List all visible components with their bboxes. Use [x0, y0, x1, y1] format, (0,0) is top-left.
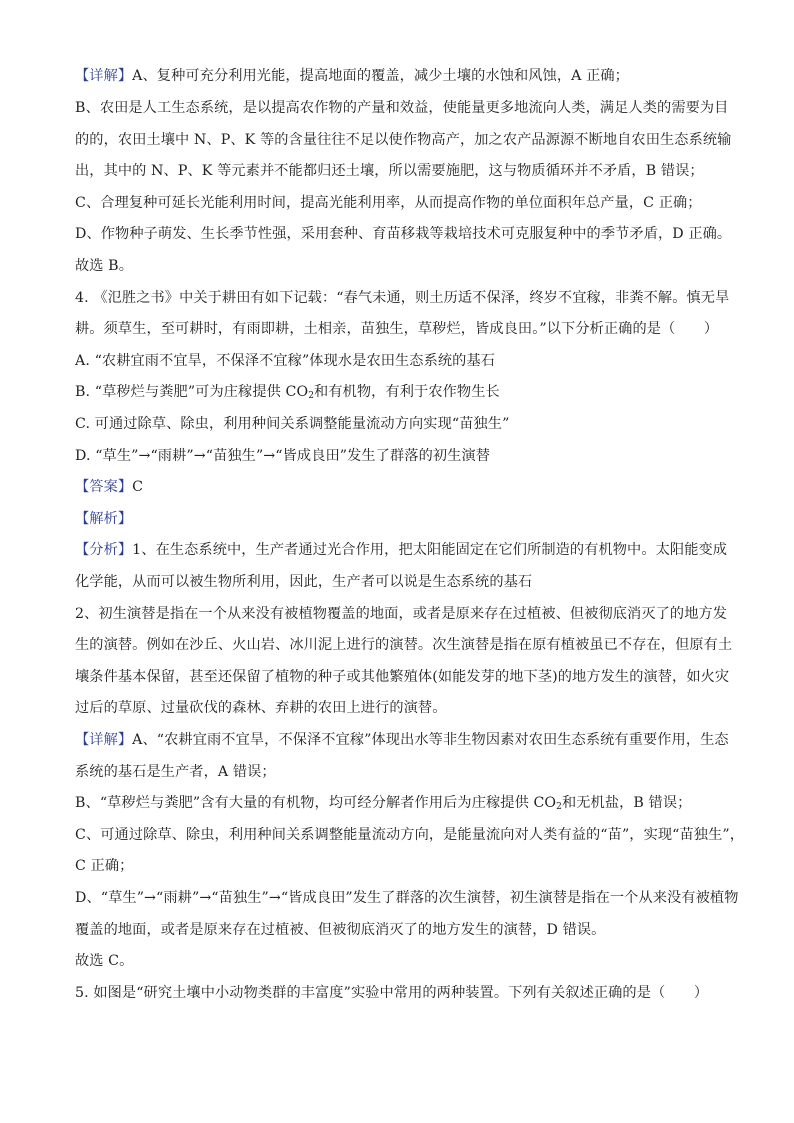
text-line: B、“草秽烂与粪肥”含有大量的有机物，均可经分解者作用后为庄稼提供 $CO_2$和无机盐，B 错误； — [75, 795, 692, 812]
text-line: 过后的草原、过量砍伐的森林、弃耕的农田上进行的演替。 — [75, 700, 447, 716]
question-stem: 耕。须草生，至可耕时，有雨即耕，土相亲，苗独生，草秽烂，皆成良田。”以下分析正确的是（ ） — [75, 321, 719, 337]
text-line: 覆盖的地面，或者是原来存在过植被、但被彻底消灭了的地方发生的演替，D 错误。 — [75, 922, 606, 938]
text-line: 【分析】1、在生态系统中，生产者通过光合作用，把太阳能固定在它们所制造的有机物中。太阳能变成 — [75, 542, 728, 558]
answer-tag: 【答案】 — [75, 479, 133, 495]
text-line: D、“草生”→“雨耕”→“苗独生”→“皆成良田”发生了群落的次生演替，初生演替是指在一个从来没有被植物 — [75, 890, 739, 906]
text-line: 2、初生演替是指在一个从来没有被植物覆盖的地面，或者是原来存在过植被、但被彻底消灭了的地方发 — [75, 606, 728, 622]
text-line: B、农田是人工生态系统，是以提高农作物的产量和效益，使能量更多地流向人类，满足人类的需要为目 — [75, 100, 729, 116]
text-line: C、合理复种可延长光能利用时间，提高光能利用率，从而提高作物的单位面积年总产量，C 正确； — [75, 195, 702, 211]
text-line: 故选 C。 — [75, 953, 134, 969]
text-line: 化学能，从而可以被生物所利用，因此，生产者可以说是生态系统的基石 — [75, 574, 533, 590]
text-line: 出，其中的 N、P、K 等元素并不能都归还土壤，所以需要施肥，这与物质循环并不矛盾，B 错误； — [75, 163, 704, 179]
text-line: C 正确； — [75, 858, 134, 874]
section-tag: 【分析】 — [75, 542, 133, 558]
text-line: C、可通过除草、除虫，利用种间关系调整能量流动方向，是能量流向对人类有益的“苗”，实现“苗独生”， — [75, 827, 745, 843]
text-line — [75, 66, 725, 86]
option-b: B. “草秽烂与粪肥”可为庄稼提供 $CO_2$和有机物，有利于农作物生长 — [75, 384, 500, 401]
section-tag: 【详解】 — [75, 68, 133, 84]
option-c: C. 可通过除草、除虫，利用种间关系调整能量流动方向实现“苗独生” — [75, 416, 510, 432]
analysis-heading — [75, 509, 725, 529]
section-tag: 【详解】 — [75, 732, 133, 748]
answer-line — [75, 477, 725, 497]
line-text: A、复种可充分利用光能，提高地面的覆盖，减少土壤的水蚀和风蚀，A 正确； — [132, 68, 629, 84]
answer-value: C — [132, 479, 144, 495]
text-line: 的的，农田土壤中 N、P、K 等的含量往往不足以使作物高产，加之农产品源源不断地自农田生态系统输 — [75, 132, 732, 148]
text-line: 壤条件基本保留，甚至还保留了植物的种子或其他繁殖体(如能发芽的地下茎)的地方发生的演替，如火灾 — [75, 669, 730, 685]
text-line: 【详解】A、“农耕宜雨不宜旱，不保泽不宜稼”体现出水等非生物因素对农田生态系统有重要作用，生态 — [75, 732, 729, 748]
text-line: 生的演替。例如在沙丘、火山岩、冰川泥上进行的演替。次生演替是指在原有植被虽已不存在，但原有土 — [75, 637, 733, 653]
analysis-tag: 【解析】 — [75, 511, 133, 527]
text-line: D、作物种子萌发、生长季节性强，采用套种、育苗移栽等栽培技术可克服复种中的季节矛盾，D 正确。 — [75, 226, 732, 242]
question-stem: 5. 如图是“研究土壤中小动物类群的丰富度”实验中常用的两种装置。下列有关叙述正确的是（ ） — [75, 985, 709, 1001]
text-line: 系统的基石是生产者，A 错误； — [75, 764, 276, 780]
option-d: D. “草生”→“雨耕”→“苗独生”→“皆成良田”发生了群落的初生演替 — [75, 448, 491, 464]
text-line: 故选 B。 — [75, 258, 133, 274]
question-stem: 4. 《氾胜之书》中关于耕田有如下记载：“春气未通，则土历适不保泽，终岁不宜稼，非粪不解。慎无旱 — [75, 290, 730, 306]
option-a: A. “农耕宜雨不宜旱，不保泽不宜稼”体现水是农田生态系统的基石 — [75, 353, 496, 369]
